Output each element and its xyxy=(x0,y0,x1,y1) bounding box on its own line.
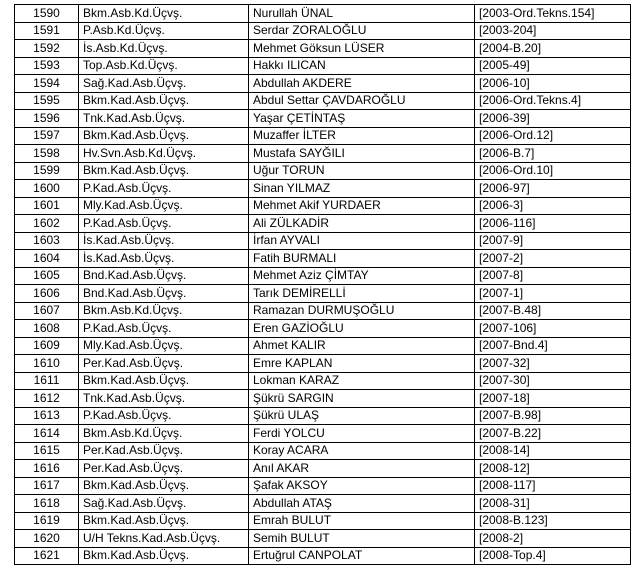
reference-cell: [2007-8] xyxy=(475,267,631,285)
row-number: 1609 xyxy=(15,337,79,355)
rank-cell: Top.Asb.Kd.Üçvş. xyxy=(79,57,249,75)
rank-cell: Bkm.Asb.Kd.Üçvş. xyxy=(79,5,249,23)
reference-cell: [2007-Bnd.4] xyxy=(475,337,631,355)
reference-cell: [2007-B.98] xyxy=(475,407,631,425)
row-number: 1617 xyxy=(15,477,79,495)
table-row xyxy=(15,5,631,23)
row-number: 1595 xyxy=(15,92,79,110)
name-cell: Tarık DEMİRELLİ xyxy=(249,285,475,303)
name-cell: Ahmet KALIR xyxy=(249,337,475,355)
row-number: 1616 xyxy=(15,460,79,478)
row-number: 1618 xyxy=(15,495,79,513)
table-row xyxy=(15,110,631,128)
row-number: 1612 xyxy=(15,390,79,408)
reference-cell: [2006-Ord.12] xyxy=(475,127,631,145)
table-row xyxy=(15,92,631,110)
name-cell: Ali ZÜLKADİR xyxy=(249,215,475,233)
row-number: 1596 xyxy=(15,110,79,128)
row-number: 1611 xyxy=(15,372,79,390)
table-row xyxy=(15,442,631,460)
row-number: 1607 xyxy=(15,302,79,320)
rank-cell: Sağ.Kad.Asb.Üçvş. xyxy=(79,75,249,93)
name-cell: Eren GAZİOĞLU xyxy=(249,320,475,338)
name-cell: Şafak AKSOY xyxy=(249,477,475,495)
table-row xyxy=(15,75,631,93)
row-number: 1619 xyxy=(15,512,79,530)
row-number: 1606 xyxy=(15,285,79,303)
reference-cell: [2007-30] xyxy=(475,372,631,390)
row-number: 1615 xyxy=(15,442,79,460)
table-row xyxy=(15,127,631,145)
name-cell: Abdullah AKDERE xyxy=(249,75,475,93)
rank-cell: P.Kad.Asb.Üçvş. xyxy=(79,320,249,338)
name-cell: Ramazan DURMUŞOĞLU xyxy=(249,302,475,320)
row-number: 1620 xyxy=(15,530,79,548)
row-number: 1621 xyxy=(15,547,79,565)
name-cell: Mehmet Aziz ÇİMTAY xyxy=(249,267,475,285)
table-row xyxy=(15,320,631,338)
row-number: 1603 xyxy=(15,232,79,250)
table-row xyxy=(15,57,631,75)
reference-cell: [2007-1] xyxy=(475,285,631,303)
row-number: 1600 xyxy=(15,180,79,198)
row-number: 1608 xyxy=(15,320,79,338)
rank-cell: Bkm.Kad.Asb.Üçvş. xyxy=(79,477,249,495)
table-row xyxy=(15,547,631,565)
table-row xyxy=(15,250,631,268)
reference-cell: [2006-B.7] xyxy=(475,145,631,163)
reference-cell: [2007-32] xyxy=(475,355,631,373)
table-row xyxy=(15,355,631,373)
name-cell: Semih BULUT xyxy=(249,530,475,548)
table-row xyxy=(15,145,631,163)
rank-cell: Per.Kad.Asb.Üçvş. xyxy=(79,460,249,478)
rank-cell: Mly.Kad.Asb.Üçvş. xyxy=(79,197,249,215)
row-number: 1592 xyxy=(15,40,79,58)
table-row xyxy=(15,390,631,408)
rank-cell: Bkm.Kad.Asb.Üçvş. xyxy=(79,127,249,145)
table-row xyxy=(15,460,631,478)
table-row xyxy=(15,425,631,443)
row-number: 1599 xyxy=(15,162,79,180)
rank-cell: Bnd.Kad.Asb.Üçvş. xyxy=(79,267,249,285)
rank-cell: Bkm.Kad.Asb.Üçvş. xyxy=(79,372,249,390)
rank-cell: Hv.Svn.Asb.Kd.Üçvş. xyxy=(79,145,249,163)
reference-cell: [2008-31] xyxy=(475,495,631,513)
table-row xyxy=(15,162,631,180)
table-row xyxy=(15,232,631,250)
name-cell: Abdullah ATAŞ xyxy=(249,495,475,513)
name-cell: Emre KAPLAN xyxy=(249,355,475,373)
reference-cell: [2004-B.20] xyxy=(475,40,631,58)
rank-cell: P.Kad.Asb.Üçvş. xyxy=(79,180,249,198)
table-row xyxy=(15,197,631,215)
table-row xyxy=(15,215,631,233)
row-number: 1604 xyxy=(15,250,79,268)
table-row xyxy=(15,477,631,495)
name-cell: Serdar ZORALOĞLU xyxy=(249,22,475,40)
reference-cell: [2007-9] xyxy=(475,232,631,250)
row-number: 1590 xyxy=(15,5,79,23)
rank-cell: Bkm.Kad.Asb.Üçvş. xyxy=(79,162,249,180)
table-row xyxy=(15,337,631,355)
reference-cell: [2006-3] xyxy=(475,197,631,215)
row-number: 1613 xyxy=(15,407,79,425)
row-number: 1610 xyxy=(15,355,79,373)
rank-cell: P.Kad.Asb.Üçvş. xyxy=(79,407,249,425)
reference-cell: [2008-14] xyxy=(475,442,631,460)
personnel-table xyxy=(14,4,631,565)
reference-cell: [2006-97] xyxy=(475,180,631,198)
rank-cell: Per.Kad.Asb.Üçvş. xyxy=(79,355,249,373)
reference-cell: [2007-B.22] xyxy=(475,425,631,443)
name-cell: Mehmet Göksun LÜSER xyxy=(249,40,475,58)
table-row xyxy=(15,22,631,40)
name-cell: Ertuğrul CANPOLAT xyxy=(249,547,475,565)
row-number: 1601 xyxy=(15,197,79,215)
rank-cell: U/H Tekns.Kad.Asb.Üçvş. xyxy=(79,530,249,548)
row-number: 1602 xyxy=(15,215,79,233)
name-cell: Abdul Settar ÇAVDAROĞLU xyxy=(249,92,475,110)
name-cell: Yaşar ÇETİNTAŞ xyxy=(249,110,475,128)
rank-cell: Bnd.Kad.Asb.Üçvş. xyxy=(79,285,249,303)
name-cell: Emrah BULUT xyxy=(249,512,475,530)
row-number: 1593 xyxy=(15,57,79,75)
reference-cell: [2006-Ord.10] xyxy=(475,162,631,180)
name-cell: Lokman KARAZ xyxy=(249,372,475,390)
reference-cell: [2005-49] xyxy=(475,57,631,75)
rank-cell: Tnk.Kad.Asb.Üçvş. xyxy=(79,390,249,408)
row-number: 1614 xyxy=(15,425,79,443)
rank-cell: P.Kad.Asb.Üçvş. xyxy=(79,215,249,233)
reference-cell: [2008-12] xyxy=(475,460,631,478)
reference-cell: [2006-Ord.Tekns.4] xyxy=(475,92,631,110)
rank-cell: Bkm.Asb.Kd.Üçvş. xyxy=(79,425,249,443)
name-cell: İrfan AYVALI xyxy=(249,232,475,250)
rank-cell: Bkm.Kad.Asb.Üçvş. xyxy=(79,92,249,110)
name-cell: Mehmet Akif YURDAER xyxy=(249,197,475,215)
reference-cell: [2006-116] xyxy=(475,215,631,233)
name-cell: Nurullah ÜNAL xyxy=(249,5,475,23)
name-cell: Sinan YILMAZ xyxy=(249,180,475,198)
name-cell: Şükrü ULAŞ xyxy=(249,407,475,425)
reference-cell: [2006-10] xyxy=(475,75,631,93)
rank-cell: Sağ.Kad.Asb.Üçvş. xyxy=(79,495,249,513)
name-cell: Mustafa SAYĞILI xyxy=(249,145,475,163)
rank-cell: Per.Kad.Asb.Üçvş. xyxy=(79,442,249,460)
reference-cell: [2008-117] xyxy=(475,477,631,495)
name-cell: Ferdi YOLCU xyxy=(249,425,475,443)
table-row xyxy=(15,40,631,58)
rank-cell: İs.Asb.Kd.Üçvş. xyxy=(79,40,249,58)
name-cell: Fatih BURMALI xyxy=(249,250,475,268)
rank-cell: Bkm.Asb.Kd.Üçvş. xyxy=(79,302,249,320)
reference-cell: [2008-B.123] xyxy=(475,512,631,530)
rank-cell: İs.Kad.Asb.Üçvş. xyxy=(79,250,249,268)
table-row xyxy=(15,407,631,425)
table-row xyxy=(15,285,631,303)
reference-cell: [2003-204] xyxy=(475,22,631,40)
rank-cell: P.Asb.Kd.Üçvş. xyxy=(79,22,249,40)
row-number: 1594 xyxy=(15,75,79,93)
rank-cell: Bkm.Kad.Asb.Üçvş. xyxy=(79,547,249,565)
rank-cell: Mly.Kad.Asb.Üçvş. xyxy=(79,337,249,355)
reference-cell: [2007-B.48] xyxy=(475,302,631,320)
reference-cell: [2007-2] xyxy=(475,250,631,268)
name-cell: Şükrü SARGIN xyxy=(249,390,475,408)
row-number: 1598 xyxy=(15,145,79,163)
rank-cell: Bkm.Kad.Asb.Üçvş. xyxy=(79,512,249,530)
table-row xyxy=(15,302,631,320)
reference-cell: [2008-Top.4] xyxy=(475,547,631,565)
name-cell: Muzaffer İLTER xyxy=(249,127,475,145)
row-number: 1597 xyxy=(15,127,79,145)
name-cell: Uğur TORUN xyxy=(249,162,475,180)
reference-cell: [2007-106] xyxy=(475,320,631,338)
name-cell: Anıl AKAR xyxy=(249,460,475,478)
name-cell: Koray ACARA xyxy=(249,442,475,460)
table-row xyxy=(15,495,631,513)
table-row xyxy=(15,267,631,285)
table-row xyxy=(15,512,631,530)
reference-cell: [2008-2] xyxy=(475,530,631,548)
table-row xyxy=(15,180,631,198)
personnel-table-body xyxy=(15,5,631,565)
reference-cell: [2003-Ord.Tekns.154] xyxy=(475,5,631,23)
table-row xyxy=(15,372,631,390)
rank-cell: İs.Kad.Asb.Üçvş. xyxy=(79,232,249,250)
row-number: 1591 xyxy=(15,22,79,40)
row-number: 1605 xyxy=(15,267,79,285)
reference-cell: [2007-18] xyxy=(475,390,631,408)
rank-cell: Tnk.Kad.Asb.Üçvş. xyxy=(79,110,249,128)
table-row xyxy=(15,530,631,548)
name-cell: Hakkı ILICAN xyxy=(249,57,475,75)
reference-cell: [2006-39] xyxy=(475,110,631,128)
